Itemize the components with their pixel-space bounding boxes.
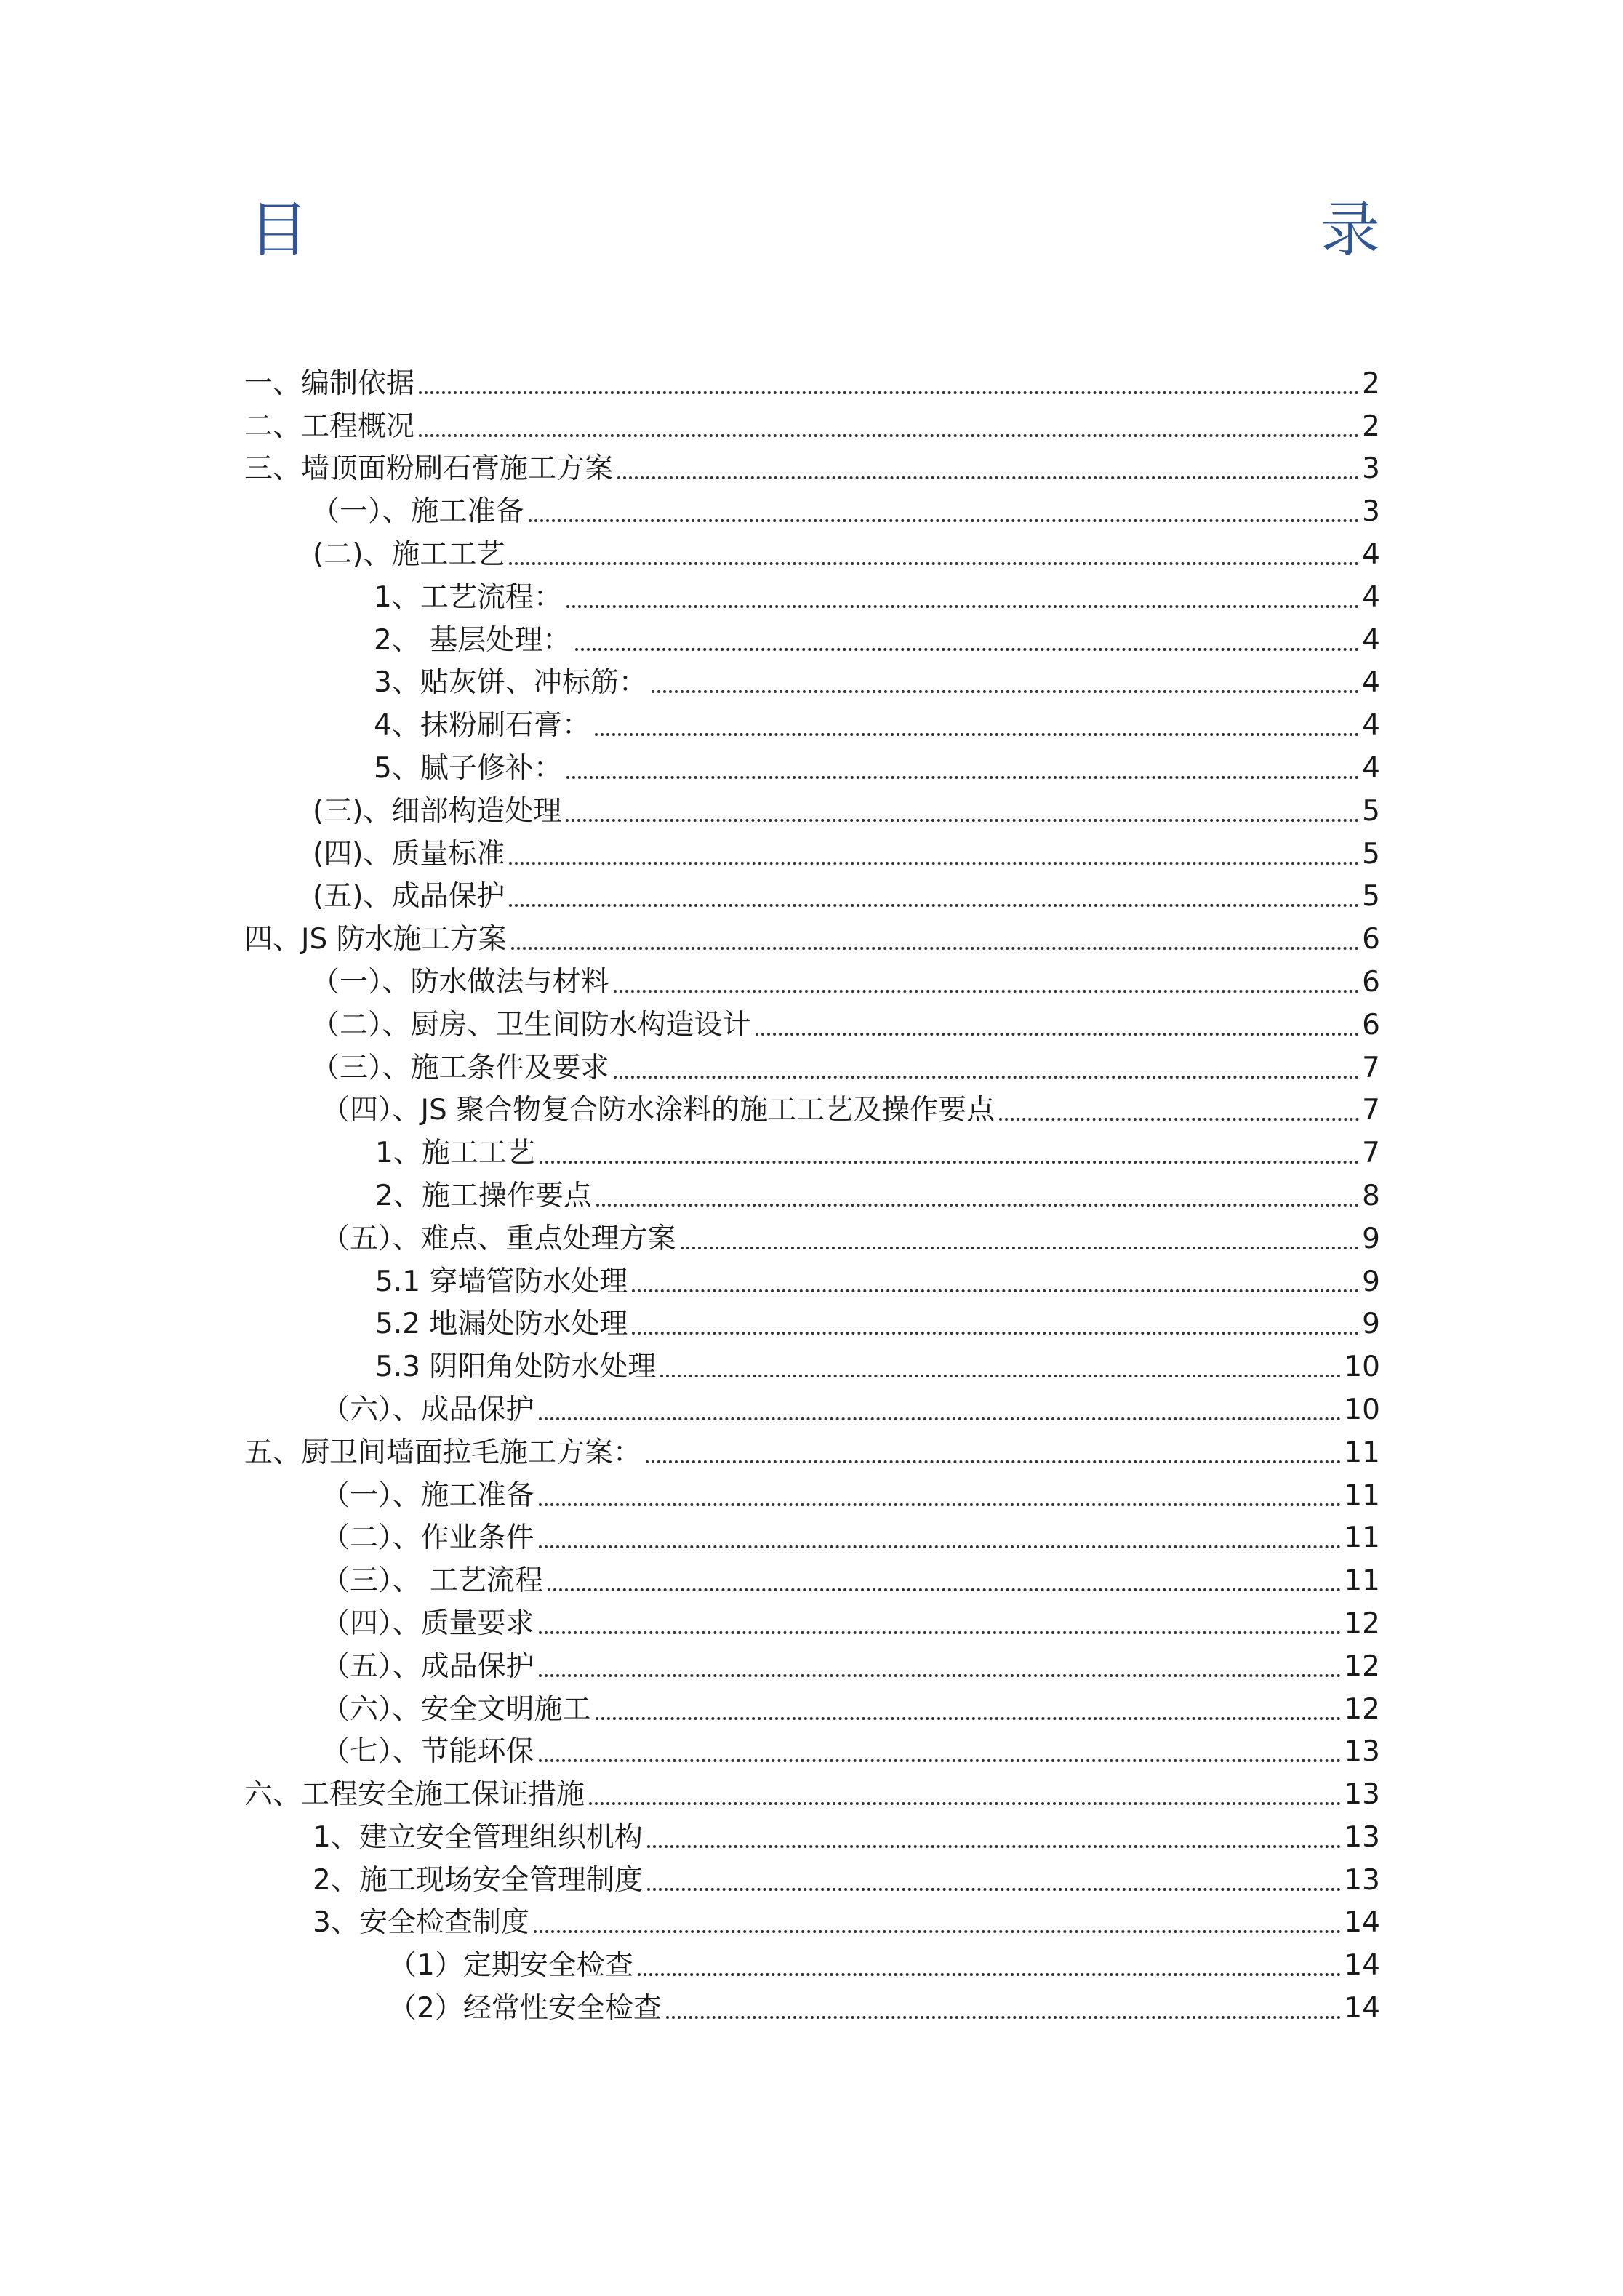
toc-entry-page-number: 13: [1344, 1778, 1380, 1812]
toc-entry-page-number: 12: [1344, 1607, 1380, 1640]
toc-entry-page-number: 7: [1362, 1137, 1380, 1170]
toc-entry-page-number: 6: [1362, 965, 1380, 999]
toc-entry[interactable]: [244, 1470, 1380, 1513]
toc-entry[interactable]: [244, 1513, 1380, 1556]
toc-entry[interactable]: [244, 401, 1380, 444]
toc-entry[interactable]: [244, 1641, 1380, 1684]
toc-entry[interactable]: [244, 871, 1380, 914]
toc-entry-page-number: 2: [1362, 409, 1380, 443]
toc-entry-label: 2、施工操作要点: [375, 1179, 592, 1212]
toc-entry-label: （一）、施工准备: [321, 1479, 534, 1512]
toc-dot-leader: [617, 476, 1359, 479]
toc-entry-page-number: 5: [1362, 794, 1380, 828]
toc-entry-page-number: 4: [1362, 537, 1380, 571]
toc-entry-page-number: 9: [1362, 1265, 1380, 1298]
toc-entry[interactable]: [244, 1555, 1380, 1598]
toc-dot-leader: [511, 947, 1360, 950]
toc-entry-page-number: 12: [1344, 1692, 1380, 1726]
toc-entry[interactable]: [244, 1042, 1380, 1085]
toc-dot-leader: [632, 1289, 1359, 1292]
toc-entry-label: （五）、难点、重点处理方案: [321, 1222, 676, 1255]
toc-entry[interactable]: [244, 956, 1380, 999]
toc-dot-leader: [647, 1845, 1342, 1848]
toc-entry-label: （2）经常性安全检查: [388, 1992, 662, 2025]
toc-entry-label: 三、墙顶面粉刷石膏施工方案: [244, 452, 614, 486]
toc-entry-page-number: 10: [1344, 1393, 1380, 1426]
toc-dot-leader: [509, 562, 1359, 565]
toc-dot-leader: [660, 1375, 1341, 1377]
toc-entry-page-number: 7: [1362, 1094, 1380, 1127]
toc-entry-page-number: 3: [1362, 452, 1380, 486]
toc-dot-leader: [756, 1033, 1360, 1036]
toc-entry[interactable]: [244, 358, 1380, 401]
toc-entry-label: 3、贴灰饼、冲标筋：: [374, 666, 647, 700]
toc-entry[interactable]: [244, 1598, 1380, 1641]
toc-entry-page-number: 13: [1344, 1863, 1380, 1897]
toc-entry-label: （六）、成品保护: [321, 1393, 534, 1426]
toc-dot-leader: [509, 862, 1359, 865]
toc-entry-page-number: 9: [1362, 1308, 1380, 1341]
toc-entry-page-number: 14: [1344, 1906, 1380, 1940]
toc-entry-label: 1、工艺流程：: [374, 580, 562, 614]
toc-dot-leader: [509, 904, 1359, 907]
toc-entry[interactable]: [244, 572, 1380, 615]
toc-entry-label: （一）、施工准备: [311, 495, 524, 529]
toc-entry-page-number: 11: [1344, 1479, 1380, 1512]
toc-entry[interactable]: [244, 1684, 1380, 1727]
toc-entry-label: (二)、施工工艺: [313, 537, 505, 571]
toc-entry[interactable]: [244, 1427, 1380, 1470]
toc-entry[interactable]: [244, 444, 1380, 487]
toc-entry-page-number: 4: [1362, 709, 1380, 743]
toc-entry[interactable]: [244, 1384, 1380, 1427]
toc-entry-label: （四）、JS 聚合物复合防水涂料的施工工艺及操作要点: [321, 1094, 995, 1127]
toc-dot-leader: [419, 434, 1359, 437]
toc-entry-page-number: 11: [1344, 1521, 1380, 1555]
toc-entry-label: （四）、质量要求: [321, 1607, 534, 1640]
toc-dot-leader: [614, 1076, 1360, 1079]
toc-dot-leader: [566, 776, 1359, 779]
toc-entry-label: 2、 基层处理：: [374, 623, 572, 657]
toc-entry-label: （七）、节能环保: [321, 1735, 534, 1769]
toc-dot-leader: [539, 1631, 1342, 1634]
toc-entry-page-number: 8: [1362, 1179, 1380, 1212]
toc-dot-leader: [539, 1674, 1342, 1677]
toc-dot-leader: [596, 1717, 1342, 1720]
toc-entry-label: 四、JS 防水施工方案: [244, 923, 507, 956]
toc-dot-leader: [539, 1759, 1342, 1762]
toc-entry-page-number: 12: [1344, 1649, 1380, 1683]
toc-entry[interactable]: [244, 1940, 1380, 1983]
toc-dot-leader: [540, 1161, 1359, 1164]
toc-dot-leader: [632, 1332, 1359, 1335]
toc-entry[interactable]: [244, 913, 1380, 956]
toc-entry-page-number: 2: [1362, 367, 1380, 400]
toc-entry[interactable]: [244, 1727, 1380, 1769]
toc-entry-label: 5.2 地漏处防水处理: [375, 1308, 628, 1341]
toc-entry-label: （一）、防水做法与材料: [311, 965, 609, 999]
toc-entry-label: 1、施工工艺: [375, 1137, 535, 1170]
toc-entry-label: （六）、安全文明施工: [321, 1692, 591, 1726]
toc-dot-leader: [647, 1888, 1342, 1891]
toc-dot-leader: [539, 1545, 1342, 1548]
toc-dot-leader: [548, 1588, 1341, 1591]
toc-dot-leader: [646, 1460, 1341, 1463]
toc-dot-leader: [534, 1930, 1342, 1933]
toc-dot-leader: [638, 1973, 1342, 1976]
toc-entry-label: (三)、细部构造处理: [313, 794, 562, 828]
toc-entry-label: 二、工程概况: [244, 409, 415, 443]
toc-entry-page-number: 14: [1344, 1992, 1380, 2025]
toc-dot-leader: [539, 1417, 1342, 1420]
toc-entry-label: （三）、施工条件及要求: [311, 1051, 609, 1084]
toc-entry-page-number: 6: [1362, 1008, 1380, 1041]
toc-entry-page-number: 11: [1344, 1436, 1380, 1469]
toc-entry-page-number: 10: [1344, 1351, 1380, 1384]
toc-entry-page-number: 7: [1362, 1051, 1380, 1084]
toc-dot-leader: [575, 648, 1359, 651]
toc-entry-page-number: 4: [1362, 580, 1380, 614]
toc-entry[interactable]: [244, 486, 1380, 529]
toc-dot-leader: [419, 391, 1359, 394]
toc-entry[interactable]: [244, 700, 1380, 743]
toc-entry[interactable]: [244, 1341, 1380, 1384]
toc-entry-label: 5、腻子修补：: [374, 751, 562, 785]
toc-entry[interactable]: [244, 785, 1380, 828]
toc-entry[interactable]: [244, 1299, 1380, 1342]
toc-list: [244, 358, 1380, 2025]
toc-entry-label: 4、抹粉刷石膏：: [374, 709, 590, 743]
toc-entry-label: 3、安全检查制度: [313, 1906, 529, 1940]
toc-entry-label: (四)、质量标准: [313, 837, 505, 871]
toc-dot-leader: [614, 990, 1360, 993]
toc-entry-page-number: 4: [1362, 666, 1380, 700]
toc-entry-page-number: 14: [1344, 1949, 1380, 1983]
toc-dot-leader: [539, 1503, 1342, 1506]
toc-entry-label: 1、建立安全管理组织机构: [313, 1820, 643, 1854]
toc-entry-label: （1）定期安全检查: [388, 1949, 633, 1983]
toc-entry[interactable]: [244, 743, 1380, 785]
toc-entry-label: 五、厨卫间墙面拉毛施工方案：: [244, 1436, 642, 1469]
toc-entry[interactable]: [244, 1256, 1380, 1299]
toc-entry[interactable]: [244, 1213, 1380, 1256]
toc-entry[interactable]: [244, 1769, 1380, 1812]
toc-entry-page-number: 5: [1362, 837, 1380, 871]
toc-dot-leader: [566, 819, 1359, 822]
toc-entry-label: （二）、作业条件: [321, 1521, 534, 1555]
toc-entry[interactable]: [244, 1127, 1380, 1170]
toc-dot-leader: [666, 2016, 1342, 2019]
toc-entry-page-number: 6: [1362, 923, 1380, 956]
toc-dot-leader: [596, 1204, 1359, 1207]
toc-entry-label: (五)、成品保护: [313, 880, 505, 913]
toc-entry-page-number: 4: [1362, 623, 1380, 657]
toc-entry-page-number: 11: [1344, 1564, 1380, 1598]
toc-entry[interactable]: [244, 999, 1380, 1042]
toc-entry-label: 六、工程安全施工保证措施: [244, 1778, 585, 1812]
toc-title-right-char: 录: [1320, 196, 1380, 265]
toc-entry-label: （三）、 工艺流程: [321, 1564, 543, 1598]
toc-dot-leader: [589, 1802, 1341, 1805]
toc-entry[interactable]: [244, 1897, 1380, 1940]
toc-dot-leader: [529, 519, 1360, 522]
toc-entry-label: 5.3 阴阳角处防水处理: [375, 1351, 657, 1384]
toc-entry-page-number: 13: [1344, 1735, 1380, 1769]
toc-entry[interactable]: [244, 1170, 1380, 1213]
toc-entry[interactable]: [244, 1855, 1380, 1897]
toc-entry-label: 2、施工现场安全管理制度: [313, 1863, 643, 1897]
toc-entry[interactable]: [244, 1812, 1380, 1855]
toc-entry-page-number: 13: [1344, 1820, 1380, 1854]
toc-entry[interactable]: [244, 1983, 1380, 2025]
toc-dot-leader: [999, 1118, 1359, 1121]
toc-entry[interactable]: [244, 828, 1380, 871]
toc-entry-label: （五）、成品保护: [321, 1649, 534, 1683]
toc-entry-page-number: 4: [1362, 751, 1380, 785]
toc-title: [244, 191, 1380, 271]
toc-entry-label: 5.1 穿墙管防水处理: [375, 1265, 628, 1298]
toc-dot-leader: [681, 1247, 1360, 1249]
toc-entry-label: （二）、厨房、卫生间防水构造设计: [311, 1008, 751, 1041]
toc-entry-page-number: 3: [1362, 495, 1380, 529]
toc-title-left-char: 目: [249, 196, 309, 265]
toc-dot-leader: [566, 605, 1359, 608]
toc-entry[interactable]: [244, 529, 1380, 572]
toc-entry[interactable]: [244, 615, 1380, 657]
toc-entry[interactable]: [244, 1085, 1380, 1128]
toc-dot-leader: [652, 690, 1359, 693]
toc-entry-page-number: 5: [1362, 880, 1380, 913]
toc-entry[interactable]: [244, 657, 1380, 700]
toc-entry-label: 一、编制依据: [244, 367, 415, 400]
toc-entry-page-number: 9: [1362, 1222, 1380, 1255]
toc-dot-leader: [595, 733, 1359, 736]
